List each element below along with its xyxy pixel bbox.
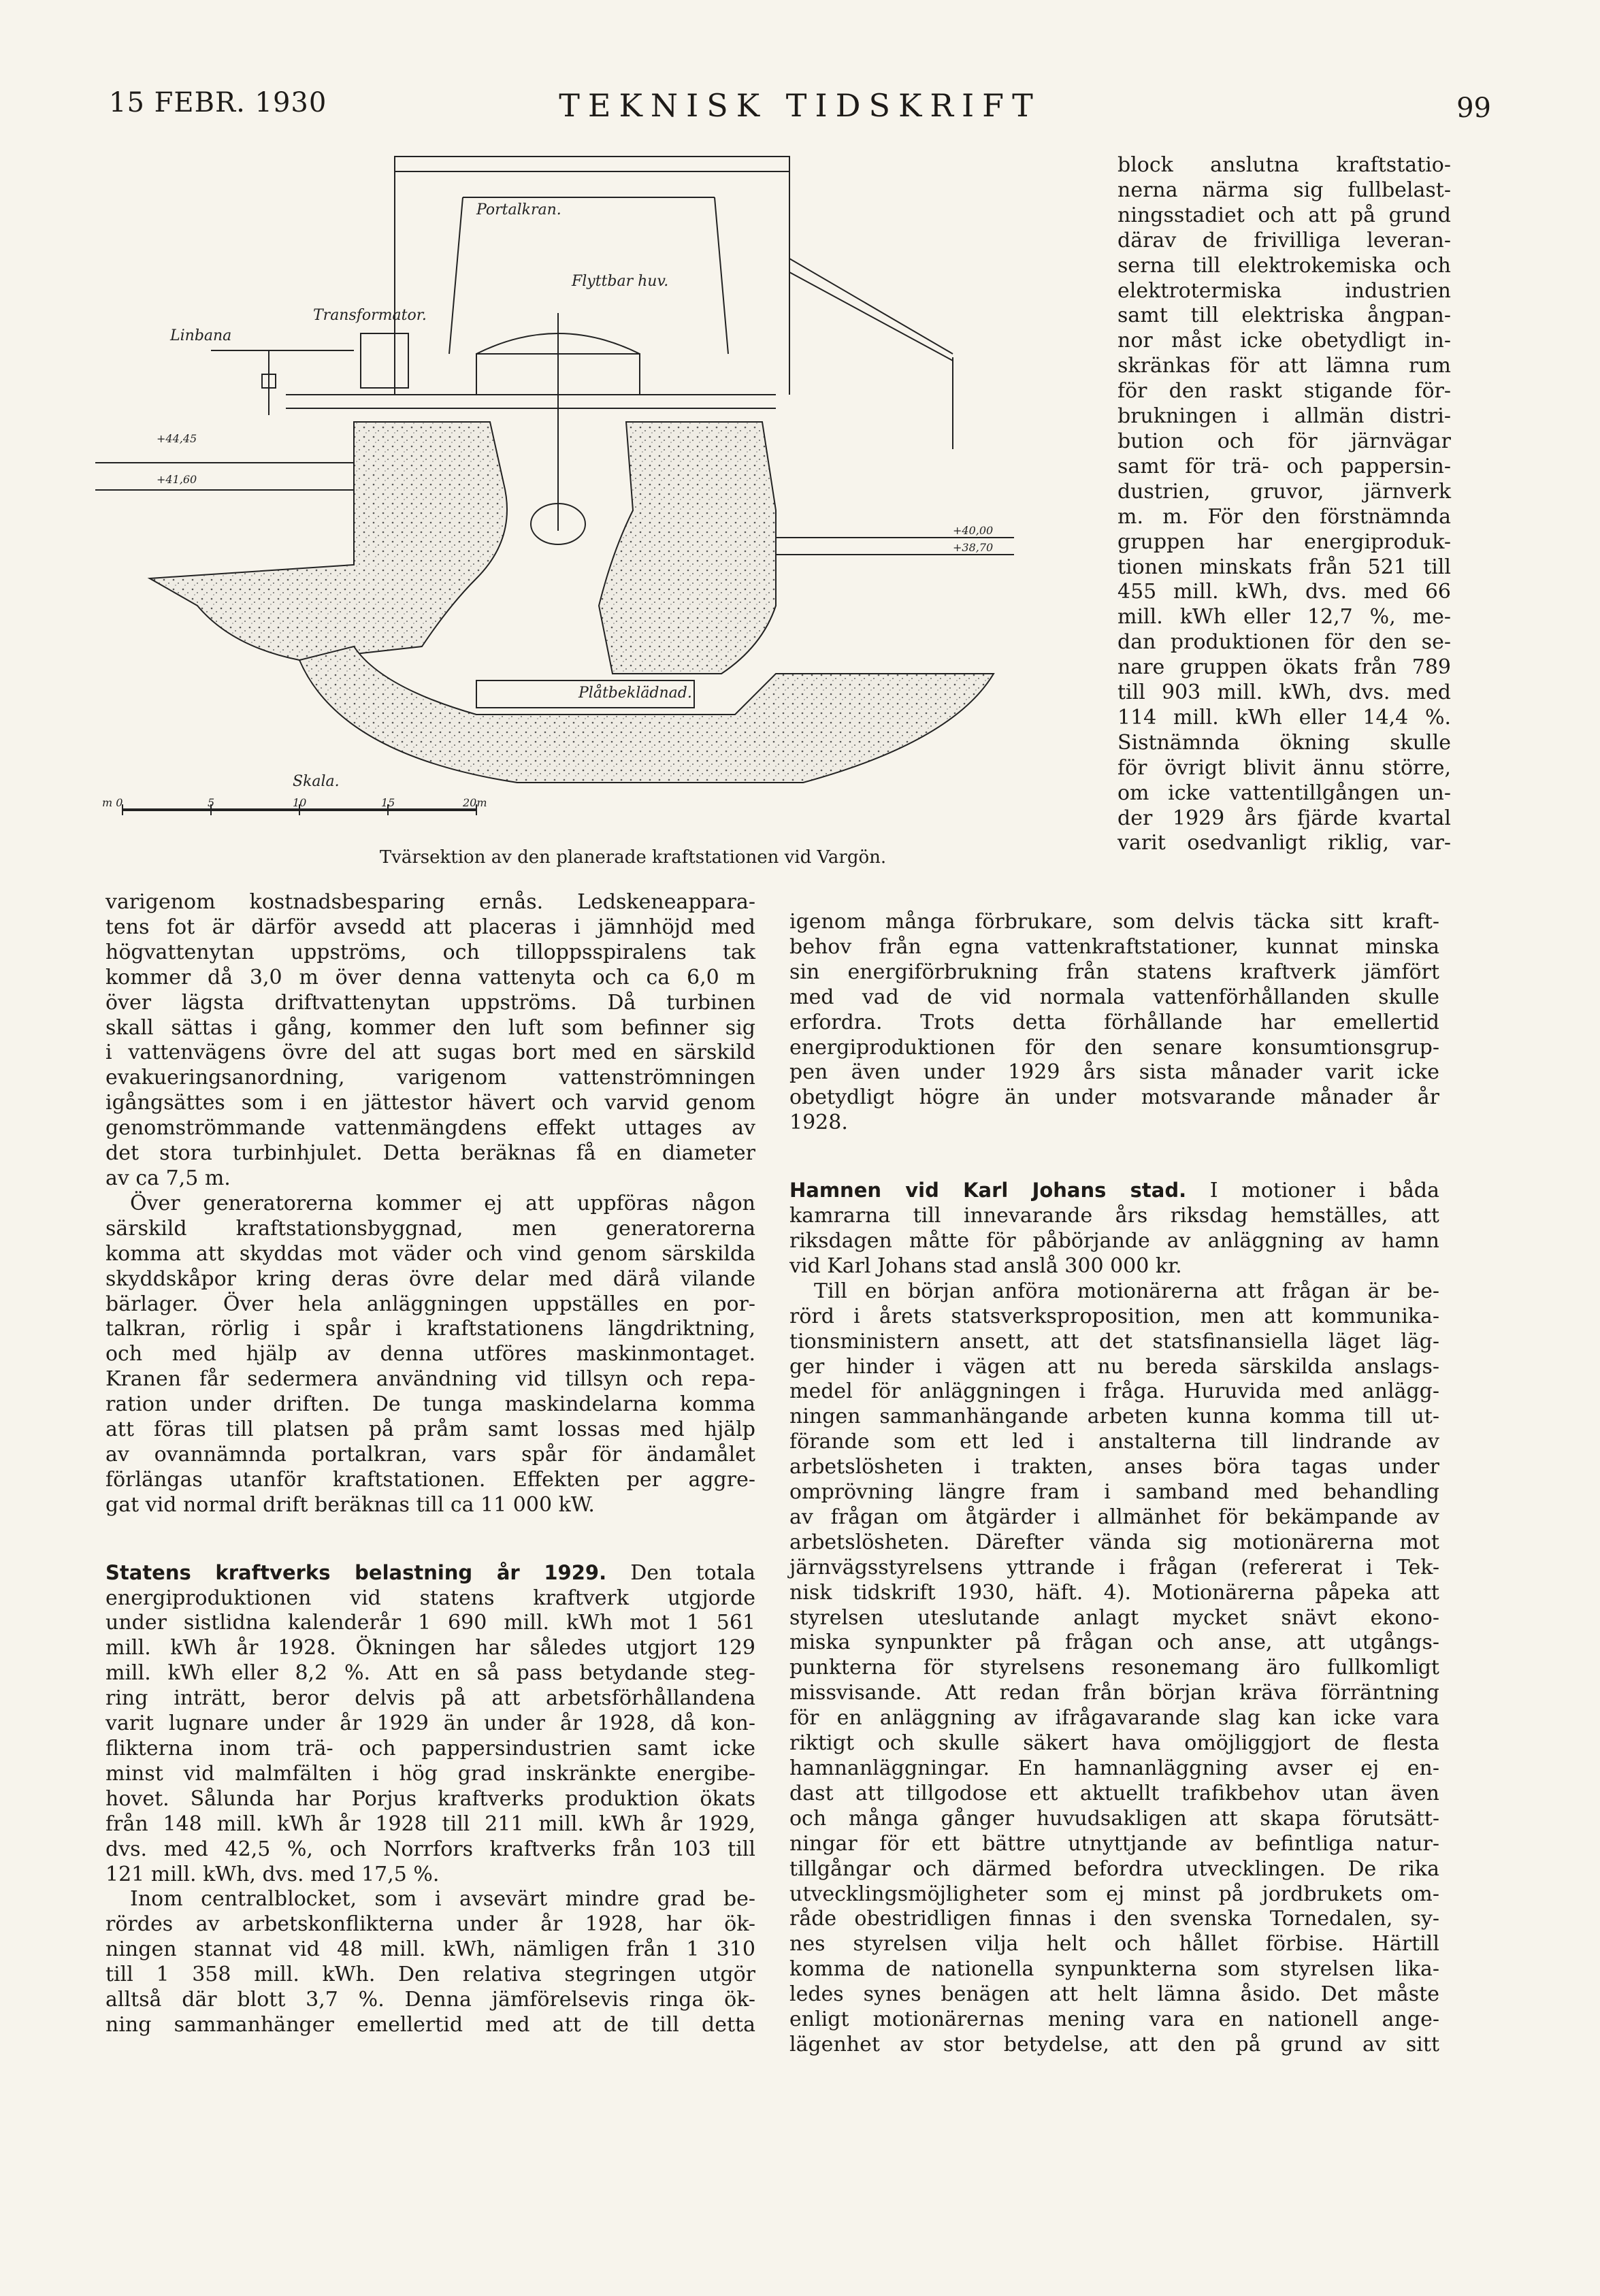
text-line: miska synpunkter på frågan och anse, att utgångs-	[789, 1630, 1439, 1655]
text-line: 121 mill. kWh, dvs. med 17,5 %.	[105, 1862, 440, 1886]
outlet-concrete	[599, 422, 776, 674]
text-line: brukningen i allmän distri-	[1117, 404, 1451, 429]
scale-mark: 20m	[463, 796, 487, 809]
text-line: ningen stannat vid 48 mill. kWh, nämligen från 1 310	[105, 1937, 755, 1962]
text-line: arbetslösheten i trakten, anses böra tagas under	[789, 1455, 1439, 1479]
text-line: i vattenvägens övre del att sugas bort med en särskild	[105, 1040, 755, 1065]
section-heading-line	[789, 1178, 1439, 1204]
text-line: igenom många förbrukare, som delvis täcka sitt kraft-	[789, 910, 1439, 934]
text-line: missvisande. Att redan från början kräva förräntning	[789, 1681, 1439, 1705]
scale-mark: 5	[208, 796, 215, 809]
text-line: Över generatorerna kommer ej att uppföras någon	[130, 1191, 755, 1215]
text-line: Kranen får sedermera användning vid tillsyn och repa-	[105, 1367, 755, 1392]
text-line: nerna närma sig fullbelast-	[1117, 178, 1451, 202]
text-line: järnvägsstyrelsens yttrande i frågan (refererat i Tek-	[789, 1555, 1439, 1579]
text-line: skränkas för att lämna rum	[1117, 354, 1451, 378]
text-line: talkran, rörlig i spår i kraftstationens längdriktning,	[105, 1317, 755, 1341]
text-line: om icke vattentillgången un-	[1117, 781, 1451, 805]
text-line: hovet. Sålunda har Porjus kraftverks produktion ökats	[105, 1786, 755, 1811]
text-line: pen även under 1929 års sista månader varit icke	[789, 1060, 1439, 1085]
text-line: ning sammanhänger emellertid med att de till detta	[105, 2012, 755, 2037]
figure-caption: Tvärsektion av den planerade kraftstationen vid Vargön.	[379, 847, 887, 868]
right-column-top	[1117, 153, 1451, 856]
paragraph-gap	[105, 1518, 755, 1560]
text-line: flikterna inom trä- och pappersindustrien samt icke	[105, 1737, 755, 1760]
label-skala: Skala.	[293, 773, 340, 790]
text-line: utvecklingsmöjligheter som ej minst på jordbrukets om-	[789, 1882, 1439, 1906]
text-line: erfordra. Trots detta förhållande har emellertid	[789, 1010, 1439, 1034]
scale-mark: 15	[381, 796, 395, 809]
text-line: alltså där blott 3,7 %. Denna jämförelsevis ringa ök-	[105, 1988, 755, 2012]
text-line: varigenom kostnadsbesparing ernås. Ledskeneappara-	[105, 890, 755, 914]
crane-beam	[395, 157, 789, 171]
text-line: mill. kWh eller 12,7 %, me-	[1117, 605, 1451, 629]
text-line: komma de nationella synpunkterna som styrelsen lika-	[789, 1957, 1439, 1982]
level-4160: +41,60	[157, 473, 197, 486]
text-line: evakueringsanordning, varigenom vattenströmningen	[105, 1066, 755, 1090]
text-line: och många gånger huvudsakligen att skapa förutsätt-	[789, 1806, 1439, 1831]
label-transformator: Transformator.	[313, 307, 427, 324]
text-line: över lägsta driftvattenytan uppströms. Då turbinen	[105, 990, 755, 1015]
text-line: bärlager. Över hela anläggningen uppställes en por-	[105, 1292, 755, 1316]
section-heading: Statens kraftverks belastning år 1929.	[105, 1560, 607, 1584]
text-line: omprövning längre fram i samband med behandling	[789, 1480, 1439, 1505]
text-line: särskild kraftstationsbyggnad, men generatorerna	[105, 1216, 755, 1241]
text-line: för den raskt stigande för-	[1117, 379, 1451, 404]
page-header	[109, 87, 1491, 128]
page-number: 99	[1456, 93, 1491, 124]
text-line: samt till elektriska ångpan-	[1117, 304, 1451, 328]
text-line: det stora turbinhjulet. Detta beräknas få en diameter	[105, 1141, 755, 1166]
transformer-shape	[361, 333, 408, 388]
text-line: till 903 mill. kWh, dvs. med	[1117, 680, 1451, 705]
paragraph-gap	[789, 1136, 1439, 1178]
text-line: förande som ett led i anstalterna till lindrande av	[789, 1430, 1439, 1454]
level-3870: +38,70	[953, 541, 994, 554]
text-line: m. m. För den förstnämnda	[1117, 504, 1451, 529]
text-line: ration under driften. De tunga maskindelarna komma	[105, 1392, 755, 1417]
text-line: arbetslösheten. Därefter vända sig motionärerna mot	[789, 1530, 1439, 1554]
text-line: komma att skyddas mot väder och vind genom särskilda	[105, 1241, 755, 1266]
text-line: dustrien, gruvor, järnverk	[1117, 479, 1451, 504]
text-line: tens fot är därför avsedd att placeras i jämnhöjd med	[105, 915, 755, 939]
text-line: med vad de vid normala vattenförhållanden skulle	[789, 985, 1439, 1009]
text-line: 455 mill. kWh, dvs. med 66	[1117, 580, 1451, 604]
text-line: varit lugnare under år 1929 än under år 1928, då kon-	[105, 1711, 755, 1736]
text-line: kommer då 3,0 m över denna vattenyta och ca 6,0 m	[105, 965, 755, 989]
text-line: igångsättes som i en jättestor hävert och varvid genom	[105, 1091, 755, 1115]
text-line: rörd i årets statsverksproposition, men att kommunika-	[789, 1304, 1439, 1328]
text-line: 1928.	[789, 1111, 848, 1135]
text-line: energiproduktionen för den senare konsumtionsgrup-	[789, 1035, 1439, 1060]
text-line: der 1929 års fjärde kvartal	[1117, 806, 1451, 830]
issue-date: 15 FEBR. 1930	[109, 87, 327, 118]
scale-mark: m 0	[102, 796, 123, 809]
body-text: I motioner i båda	[1186, 1179, 1439, 1203]
text-line: elektrotermiska industrien	[1117, 278, 1451, 303]
intake-concrete	[150, 422, 507, 660]
cross-section-figure	[95, 129, 1082, 844]
text-line: Till en början anföra motionärerna att frågan är be-	[814, 1279, 1439, 1303]
body-text: Den totala	[606, 1560, 755, 1585]
label-portalkran: Portalkran.	[476, 201, 561, 218]
text-line: Inom centralblocket, som i avsevärt mindre grad be-	[130, 1887, 755, 1912]
level-4445: +44,45	[157, 432, 197, 445]
label-platbeklad: Plåtbeklädnad.	[578, 685, 692, 702]
crane-jib	[789, 259, 953, 354]
text-line: nor måst icke obetydligt in-	[1117, 329, 1451, 353]
text-line: mill. kWh år 1928. Ökningen har således utgjort 129	[105, 1636, 755, 1660]
text-line: serna till elektrokemiska och	[1117, 253, 1451, 278]
text-line: av ca 7,5 m.	[105, 1166, 231, 1190]
text-line: därav de frivilliga leveran-	[1117, 228, 1451, 252]
text-line: ningar för ett bättre utnyttjande av befintliga natur-	[789, 1831, 1439, 1856]
text-line: behov från egna vattenkraftstationer, kunnat minska	[789, 934, 1439, 959]
text-line: hamnanläggningar. En hamnanläggning avser ej en-	[789, 1756, 1439, 1780]
text-line: tionen minskats från 521 till	[1117, 555, 1451, 579]
text-line: enligt motionärernas mening vara en nationell ange-	[789, 2007, 1439, 2032]
text-line: Sistnämnda ökning skulle	[1117, 730, 1451, 755]
text-line: nisk tidskrift 1930, häft. 4). Motionärerna påpeka att	[789, 1580, 1439, 1605]
text-line: genomströmmande vattenmängdens effekt uttages av	[105, 1116, 755, 1141]
text-line: ledes synes benägen att helt lämna åsido. Det måste	[789, 1982, 1439, 2007]
text-line: förlängas utanför kraftstationen. Effekten per aggre-	[105, 1467, 755, 1492]
text-line: riktigt och skulle säkert hava omöjliggjort de flesta	[789, 1731, 1439, 1756]
text-line: för övrigt blivit ännu större,	[1117, 755, 1451, 780]
text-line: dan produktionen för den se-	[1117, 630, 1451, 655]
text-line: ningen sammanhängande arbeten kunna komma till ut-	[789, 1405, 1439, 1429]
text-line: under sistlidna kalenderår 1 690 mill. kWh mot 1 561	[105, 1611, 755, 1635]
text-line: energiproduktionen vid statens kraftverk utgjorde	[105, 1586, 755, 1610]
text-line: vid Karl Johans stad anslå 300 000 kr.	[789, 1253, 1182, 1278]
text-line: av ovannämnda portalkran, vars spår för ändamålet	[105, 1442, 755, 1466]
text-line: av frågan om åtgärder i allmänhet för bekämpande av	[789, 1505, 1439, 1529]
text-line: dvs. med 42,5 %, och Norrfors kraftverks från 103 till	[105, 1837, 755, 1861]
left-column	[105, 890, 755, 2038]
text-line: nes styrelsen vilja helt och hållet förbise. Härtill	[789, 1932, 1439, 1956]
power-station-drawing	[95, 129, 1082, 844]
right-column-bottom	[789, 910, 1439, 2058]
text-line: riksdagen måtte för påbörjande av anläggning av hamn	[789, 1228, 1439, 1253]
text-line: från 148 mill. kWh år 1928 till 211 mill. kWh år 1929,	[105, 1811, 755, 1836]
text-line: skall sättas i gång, kommer den luft som befinner sig	[105, 1015, 755, 1040]
text-line: lägenhet av stor betydelse, att den på grund av sitt	[789, 2032, 1439, 2056]
text-line: block anslutna kraftstatio-	[1117, 153, 1451, 177]
text-line: sin energiförbrukning från statens kraftverk jämfört	[789, 960, 1439, 984]
label-linbana: Linbana	[170, 327, 232, 344]
text-line: ring inträtt, beror delvis på att arbetsförhållandena	[105, 1686, 755, 1711]
text-line: nare gruppen ökats från 789	[1117, 655, 1451, 680]
text-line: ningsstadiet och att på grund	[1117, 203, 1451, 227]
text-line: tillgångar och därmed befordra utvecklingen. De rika	[789, 1856, 1439, 1881]
text-line: för en anläggning av ifrågavarande slag kan icke vara	[789, 1706, 1439, 1731]
section-heading-line	[105, 1560, 755, 1586]
text-line: gruppen har energiproduk-	[1117, 529, 1451, 554]
text-line: till 1 358 mill. kWh. Den relativa stegringen utgör	[105, 1963, 755, 1987]
text-line: kamrarna till innevarande års riksdag hemställes, att	[789, 1204, 1439, 1228]
text-line: punkterna för styrelsens resonemang äro fullkomligt	[789, 1656, 1439, 1680]
text-line: obetydligt högre än under motsvarande månader år	[789, 1085, 1439, 1110]
text-line: mill. kWh eller 8,2 %. Att en så pass betydande steg-	[105, 1661, 755, 1686]
text-line: rördes av arbetskonflikterna under år 1928, har ök-	[105, 1912, 755, 1937]
journal-title: TEKNISK TIDSKRIFT	[559, 87, 1041, 124]
text-line: gat vid normal drift beräknas till ca 11 000 kW.	[105, 1492, 595, 1517]
text-line: samt för trä- och pappersin-	[1117, 454, 1451, 478]
text-line: minst vid malmfälten i hög grad inskränkte energibe-	[105, 1761, 755, 1786]
text-line: varit osedvanligt riklig, var-	[1117, 831, 1451, 855]
text-line: dast att tillgodose ett aktuellt trafikbehov utan även	[789, 1781, 1439, 1805]
text-line: medel för anläggningen i fråga. Huruvida med anlägg-	[789, 1379, 1439, 1404]
text-line: skyddskåpor kring deras övre delar med därå vilande	[105, 1266, 755, 1291]
text-line: bution och för järnvägar	[1117, 429, 1451, 453]
level-4000: +40,00	[953, 524, 994, 537]
scale-mark: 10	[293, 796, 307, 809]
text-line: och med hjälp av denna utföres maskinmontaget.	[105, 1342, 755, 1366]
text-line: styrelsen uteslutande anlagt mycket snävt ekono-	[789, 1605, 1439, 1630]
text-line: råde obestridligen finnas i den svenska Tornedalen, sy-	[789, 1907, 1439, 1931]
text-line: 114 mill. kWh eller 14,4 %.	[1117, 705, 1451, 729]
text-line: ger hinder i vägen att nu bereda särskilda anslags-	[789, 1354, 1439, 1379]
text-line: tionsministern ansett, att det statsfinansiella läget läg-	[789, 1329, 1439, 1354]
text-line: högvattenytan uppströms, och tilloppsspiralens tak	[105, 940, 755, 964]
text-line: att föras till platsen på pråm samt lossas med hjälp	[105, 1417, 755, 1442]
label-flyttbar-huv: Flyttbar huv.	[572, 273, 669, 290]
section-heading: Hamnen vid Karl Johans stad.	[789, 1179, 1187, 1202]
